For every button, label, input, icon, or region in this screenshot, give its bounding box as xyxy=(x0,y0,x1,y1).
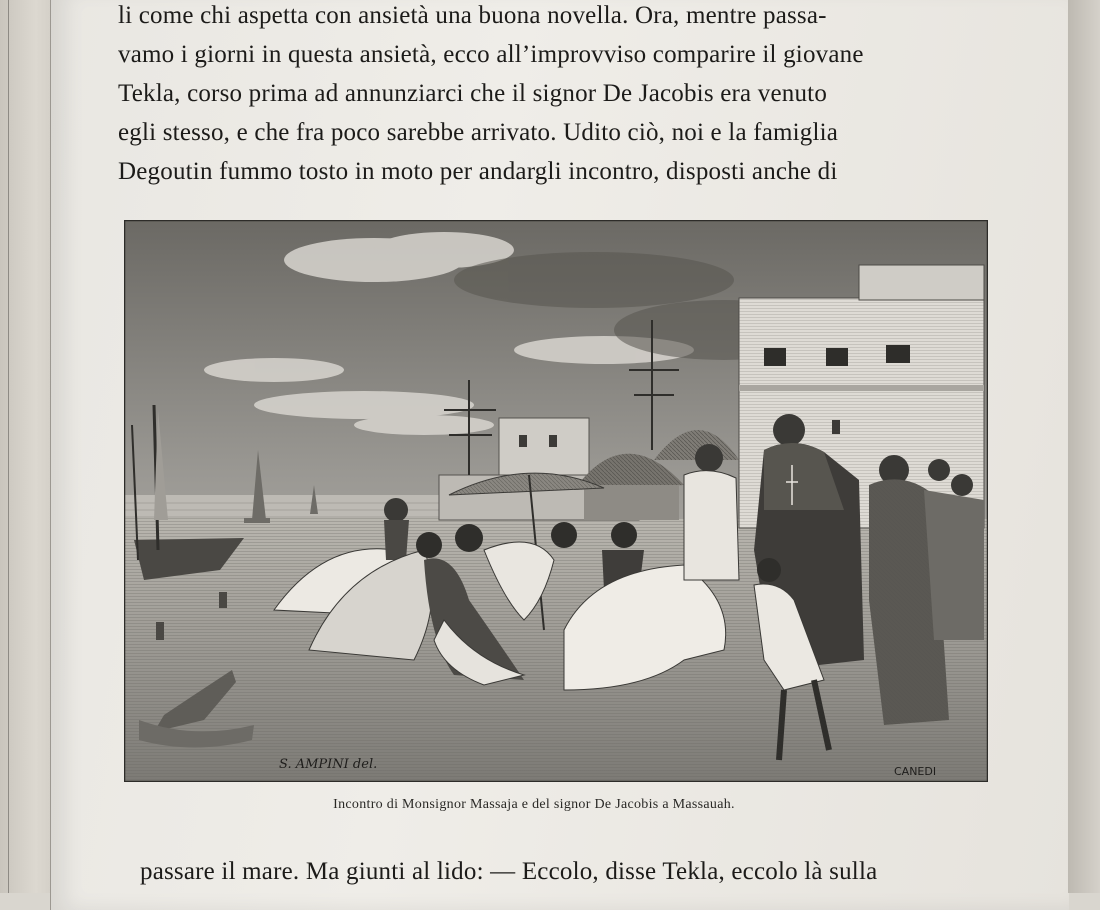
engraving-illustration xyxy=(124,220,988,782)
body-text-line-2: vamo i giorni in questa ansietà, ecco all’improvviso comparire il giovane xyxy=(118,41,864,68)
body-text-line-3: Tekla, corso prima ad annunziarci che il signor De Jacobis era venuto xyxy=(118,80,828,107)
body-text-line-1: li come chi aspetta con ansietà una buona novella. Ora, mentre passa- xyxy=(118,2,827,29)
body-text-line-5: Degoutin fummo tosto in moto per andargli incontro, disposti anche di xyxy=(118,158,838,185)
engraver-signature-right: CANEDI xyxy=(894,765,937,778)
figure-caption: Incontro di Monsignor Massaja e del signor De Jacobis a Massauah. xyxy=(333,797,735,812)
page-right-margin xyxy=(1068,0,1100,893)
body-text-line-6: passare il mare. Ma giunti al lido: — Eccolo, disse Tekla, eccolo là sulla xyxy=(140,858,878,885)
body-text-line-4: egli stesso, e che fra poco sarebbe arrivato. Udito ciò, noi e la famiglia xyxy=(118,119,839,146)
page-stack-edge xyxy=(8,0,9,893)
engraver-signature-left: S. AMPINI del. xyxy=(279,757,378,772)
